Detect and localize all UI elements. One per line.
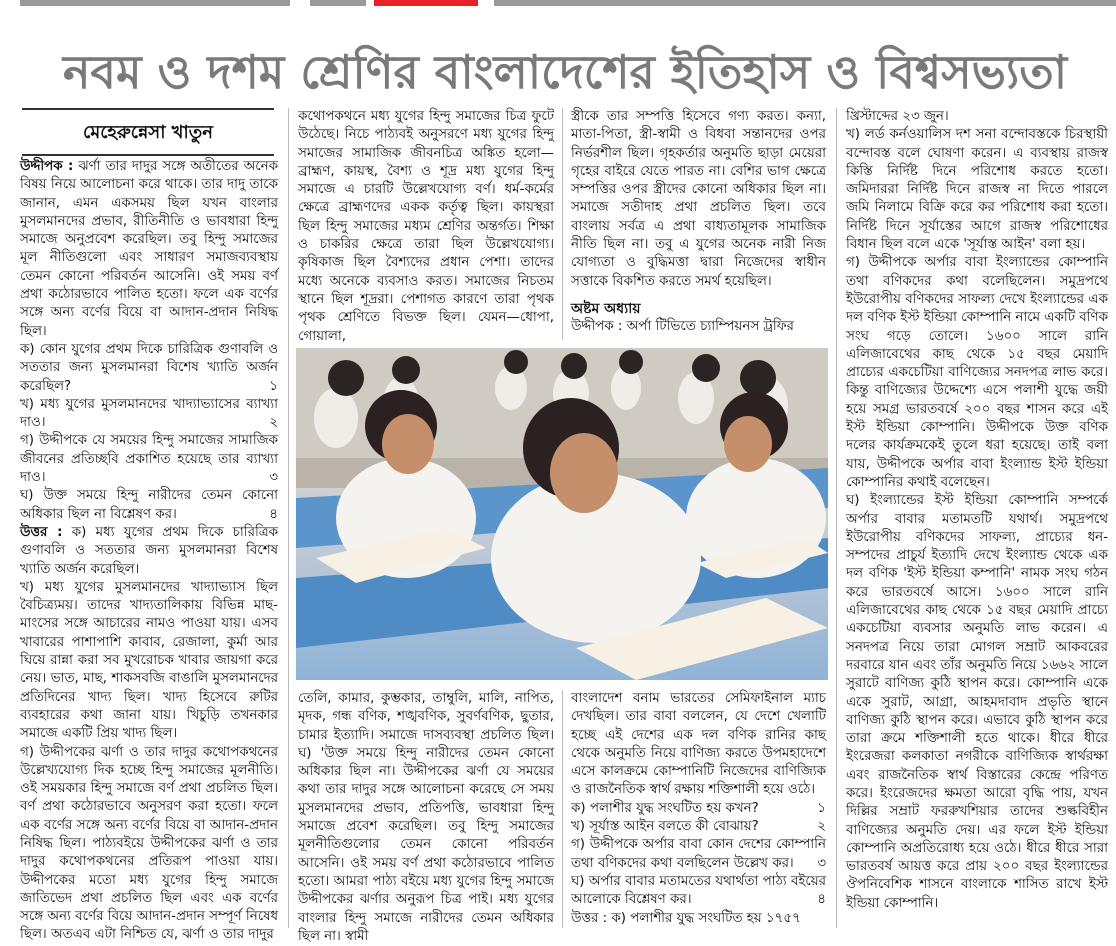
body-paragraph: তেলি, কামার, কুম্ভকার, তাম্বুলি, মালি, নাপিত, মৃদক, গন্ধ বণিক, শঙ্খবণিক, সুবর্ণবণিক, ছুতার, চামার ইত্যাদি। সমাজে দাসব্যবস্থা প্রচলিত ছিল। ঘ) 'উক্ত সময়ে হিন্দু নারীদের তেমন কোনো অধিকার ছিল না। উদ্দীপকের ঝর্ণা যে সময়ের কথা তার দাদুর সঙ্গে আলোচনা করেছে সে সময় মুসলমানদের প্রভাব, প্রতিপত্তি, ভাবধারা হিন্দু সমাজে প্রবেশ করেছিল। তবু হিন্দু সমাজের মূলনীতিগুলোর তেমন কোনো পরিবর্তন আসেনি। ওই সময় বর্ণ প্রথা কঠোরভাবে পালিত হতো। আমরা পাঠ্য বইয়ে মধ্য যুগের হিন্দু সমাজে উদ্দীপকের ঝর্ণার অনুরূপ চিত্র পাই। মধ্য যুগের বাংলার হিন্দু সমাজে নারীদের তেমন অধিকার ছিল না। স্বামী <box>298 691 554 944</box>
question-mark: ২ <box>817 819 826 835</box>
stimulus-text: ঝর্ণা তার দাদুর সঙ্গে অতীতের অনেক বিষয় নিয়ে আলোচনা করে থাকে। তার দাদু তাকে জানান, এমন একসময় ছিল যখন বাংলার মুসলমানদের প্রভাব, রীতিনীতি ও ভাবধারা হিন্দু সমাজে অনুপ্রবেশ করেছিল। তবু হিন্দু সমাজের মূল নীতিগুলো এবং সাধারণ সমাজব্যবস্থায় তেমন কোনো পরিবর্তন আসেনি। ওই সময় বর্ণ প্রথা কঠোরভাবে পালিত হতো। ফলে এক বর্ণের সঙ্গে অন্য বর্ণের বিয়ে বা আদান-প্রদান নিষিদ্ধ ছিল। <box>20 159 278 339</box>
question-mark: ৪ <box>817 892 826 908</box>
top-bar-segment <box>20 0 290 6</box>
top-bar-segment <box>310 0 366 6</box>
answer-kha: খ) লর্ড কর্নওয়ালিস দশ সনা বন্দোবস্তকে চিরস্থায়ী বন্দোবস্ত বলে ঘোষণা করেন। এ ব্যবস্থায় রাজস্ব কিস্তি নির্দিষ্ট দিনে পরিশোধ করতে হতো। জমিদাররা নির্দিষ্ট দিনে রাজস্ব না দিতে পারলে জমি নিলামে বিক্রি করে কর পরিশোধ করা হতো। নির্দিষ্ট দিনে সূর্যাস্তের আগে রাজস্ব পরিশোধের বিধান ছিল বলে একে 'সূর্যাস্ত আইন' বলা হয়। <box>846 127 1108 253</box>
byline-box <box>22 108 274 156</box>
top-color-bar <box>0 0 1116 6</box>
body-paragraph: স্ত্রীকে তার সম্পত্তি হিসেবে গণ্য করত। কন্যা, মাতা-পিতা, স্ত্রী-স্বামী ও বিধবা সন্তানদের ওপর নির্ভরশীল ছিল। গৃহকর্তার অনুমতি ছাড়া মেয়েরা গৃহের বাইরে যেতে পারত না। বেশির ভাগ ক্ষেত্রে সম্পত্তির ওপর স্ত্রীদের কোনো অধিকার ছিল না। সমাজে সতীদাহ প্রথা প্রচলিত ছিল। তবে বাংলায় সর্বত্র এ প্রথা বাধ্যতামূলক সামাজিক নীতি ছিল না। তবু এ যুগের অনেক নারী নিজ যোগ্যতা ও বুদ্ধিমত্তা দ্বারা নিজেদের স্বাধীন সত্তাকে বিকশিত করতে সমর্থ হয়েছিল। <box>571 109 826 289</box>
question-text: ঘ) অর্পার বাবার মতামতের যথার্থতা পাঠ্য বইয়ের আলোকে বিশ্লেষণ কর। <box>571 873 826 908</box>
top-bar-accent <box>374 0 478 6</box>
top-bar-segment <box>494 0 1116 6</box>
question-text: গ) উদ্দীপকে অর্পার বাবা কোন দেশের কোম্পানি তথা বণিকদের কথা বলছিলেন উল্লেখ কর। <box>571 837 826 871</box>
answer-ga: গ) উদ্দীপকের ঝর্ণা ও তার দাদুর কথোপকথনের উল্লেখ্যযোগ্য দিক হচ্ছে হিন্দু সমাজের মূলনীতি। ওই সময়কার হিন্দু সমাজে বর্ণ প্রথা প্রচলিত ছিল। বর্ণ প্রথা কঠোরভাবে অনুসরণ করা হতো। ফলে এক বর্ণের সঙ্গে অন্য বর্ণের বিয়ে বা আদান-প্রদান নিষিদ্ধ ছিল। পাঠ্যবইয়ে উদ্দীপকের ঝর্ণা ও তার দাদুর কথোপকথনের প্রতিরূপ পাওয়া যায়। উদ্দীপকের মতো মধ্য যুগের হিন্দু সমাজে জাতিভেদ প্রথা প্রচলিত ছিল এবং এক বর্ণের সঙ্গে অন্য বর্ণের বিয়ে আদান-প্রদান সম্পূর্ণ নিষেধ ছিল। অতএব এটা নিশ্চিত যে, ঝর্ণা ও তার দাদুর <box>20 744 278 943</box>
question-ka <box>571 800 826 818</box>
page-headline: নবম ও দশম শ্রেণির বাংলাদেশের ইতিহাস ও বিশ্বসভ্যতা <box>62 45 1068 99</box>
article-column-2-bottom <box>298 690 554 944</box>
question-ka <box>20 341 278 396</box>
question-mark: ৩ <box>817 855 826 871</box>
answer-ga: গ) উদ্দীপকে অর্পার বাবা ইংল্যান্ডের কোম্পানি তথা বণিকদের কথা বলেছিলেন। সমুদ্রপথে ইউরোপীয় বণিকদের সাফল্য দেখে ইংল্যান্ডের এক দল বণিক ইস্ট ইন্ডিয়া কোম্পানি নামে একটি বণিক সংঘ গড়ে তোলে। ১৬০০ সালে রানি এলিজাবেথের কাছ থেকে ১৫ বছর মেয়াদি প্রাচ্যের একচেটিয়া বাণিজ্যের সনদপত্র লাভ করে। কিন্তু বাণিজ্যের উদ্দেশ্যে এসে পলাশী যুদ্ধে জয়ী হয়ে সমগ্র ভারতবর্ষে ২০০ বছর শাসন করে এই ইস্ট ইন্ডিয়া কোম্পানি। উদ্দীপকে উক্ত বণিক দলের কার্যক্রমকেই তুলে ধরা হয়েছে। তাই বলা যায়, উদ্দীপকে অর্পার বাবা ইংল্যান্ড ইস্ট ইন্ডিয়া কোম্পানির কথাই বলেছেন। <box>846 255 1108 490</box>
question-ga <box>571 836 826 873</box>
question-text: ক) পলাশীর যুদ্ধ সংঘটিত হয় কখন? <box>571 800 759 816</box>
stimulus-paragraph <box>20 158 278 341</box>
question-text: ক) কোন যুগের প্রথম দিকে চারিত্রিক গুণাবলি ও সততার জন্য মুসলমানরা বিশেষ খ্যাতি অর্জন করেছিল? <box>20 341 278 394</box>
column-divider <box>836 108 837 928</box>
article-column-2-top <box>298 108 554 344</box>
article-column-3-top <box>571 108 826 306</box>
students-photo-illustration <box>296 348 828 680</box>
article-column-1 <box>20 158 279 943</box>
question-ga <box>20 432 278 487</box>
answer-ka <box>20 524 278 579</box>
body-paragraph: খ্রিস্টাব্দের ২৩ জুন। <box>846 109 949 124</box>
answer-ka: উত্তর : ক) পলাশীর যুদ্ধ সংঘটিত হয় ১৭৫৭ <box>571 910 801 926</box>
column-divider <box>288 108 289 928</box>
question-mark: ৩ <box>269 470 278 486</box>
question-kha <box>571 818 826 836</box>
stimulus-label: উদ্দীপক : <box>20 159 74 174</box>
answer-text: ক) মধ্য যুগের প্রথম দিকে চারিত্রিক গুণাবলি ও সততার জন্য মুসলমানরা বিশেষ খ্যাতি অর্জন করেছিল। <box>20 524 279 577</box>
chapter-title: অষ্টম অধ্যায় <box>571 301 641 317</box>
question-mark: ১ <box>269 378 278 394</box>
question-text: ঘ) উক্ত সময়ে হিন্দু নারীদের তেমন কোনো অধিকার ছিল না বিশ্লেষণ কর। <box>20 488 278 522</box>
answer-kha: খ) মধ্য যুগের মুসলমানদের খাদ্যাভ্যাস ছিল বৈচিত্র্যময়। তাদের খাদ্যতালিকায় বিভিন্ন মাছ-মাংসের সঙ্গে আচারের নামও পাওয়া যায়। এসব খাবারের পাশাপাশি কাবাব, রেজালা, কুর্মা আর ঘিয়ে রান্না করা সব মুখরোচক খাবার জায়গা করে নেয়। ভাত, মাছ, শাকসবজি বাঙালি মুসলমানদের প্রতিদিনের খাদ্য ছিল। খাদ্য হিসেবে রুটির ব্যবহারের কথা জানা যায়। খিচুড়ি তখনকার সমাজে একটি প্রিয় খাদ্য ছিল। <box>20 579 278 742</box>
question-mark: ২ <box>269 415 278 431</box>
body-paragraph: কথোপকথনে মধ্য যুগের হিন্দু সমাজের চিত্র ফুটে উঠেছে। নিচে পাঠ্যবই অনুসরণে মধ্য যুগের হিন্দু সমাজের সামাজিক জীবনচিত্র অঙ্কিত হলো— ব্রাহ্মণ, কায়স্থ, বৈশ্য ও শূদ্র মধ্য যুগের হিন্দু সমাজে এ চারটি উল্লেখযোগ্য বর্ণ। ধর্ম-কর্মের ক্ষেত্রে ব্রাহ্মণদের একক কর্তৃত্ব ছিল। কায়স্থরা ছিল হিন্দু সমাজের মধ্যম শ্রেণির অন্তর্গত। শিক্ষা ও চাকরির ক্ষেত্রে তারা ছিল উল্লেখযোগ্য। কৃষিকাজ ছিল বৈশ্যদের প্রধান পেশা। তাদের মধ্যে অনেকে ব্যবসাও করত। সমাজের নিচতম স্থানে ছিল শূদ্ররা। পেশাগত কারণে তারা পৃথক পৃথক শ্রেণিতে বিভক্ত ছিল। যেমন—ধোপা, গোয়ালা, <box>298 109 554 344</box>
question-mark: ১ <box>817 800 826 816</box>
column-divider <box>562 108 563 340</box>
answer-gha: ঘ) ইংল্যান্ডের ইস্ট ইন্ডিয়া কোম্পানি সম্পর্কে অর্পার বাবার মতামতটি যথার্থ। সমুদ্রপথে ইউরোপীয় বণিকদের সাফল্য, প্রাচ্যের ধন-সম্পদের প্রাচুর্য ইত্যাদি দেখে ইংল্যান্ড থেকে এক দল বণিক 'ইস্ট ইন্ডিয়া কম্পানি' নামক সংঘ গঠন করে ভারতবর্ষে আসে। ১৬০০ সালে রানি এলিজাবেথের কাছ থেকে ১৫ বছর মেয়াদি প্রাচ্যে একচেটিয়া ব্যবসার অনুমতি লাভ করেন। এ সনদপত্র নিয়ে তারা মোগল সম্রাট আকবরের দরবারে যান এবং তাঁর অনুমতি নিয়ে ১৬৬২ সালে সুরাটে বাণিজ্য কুঠি স্থাপন করে। কোম্পানি একে একে সুরাট, আগ্রা, আহমদাবাদ প্রভৃতি স্থানে বাণিজ্য কুঠি স্থাপন করে। এভাবে কুঠি স্থাপন করে তারা ক্রমে শক্তিশালী হতে থাকে। ধীরে ধীরে ইংরেজরা কলকাতা নগরীকে বাণিজ্যিক স্বার্থরক্ষা এবং রাজনৈতিক স্বার্থ বিস্তারের কেন্দ্রে পরিণত করে। ইংরেজদের ক্ষমতা আরো বৃদ্ধি পায়, যখন দিল্লির সম্রাট ফররুখশিয়ার তাদের শুল্কবিহীন বাণিজ্যের অনুমতি দেয়। এর ফলে ইস্ট ইন্ডিয়া কোম্পানি অপ্রতিরোধ্য হয়ে ওঠে। ধীরে ধীরে সারা ভারতবর্ষ আয়ত্ত করে প্রায় ২০০ বছর ইংল্যান্ডের ঔপনিবেশিক শাসনে বাংলাকে শাসিত রাখে ইস্ট ইন্ডিয়া কোম্পানি। <box>846 493 1108 911</box>
question-kha <box>20 396 278 433</box>
question-gha <box>20 487 278 524</box>
column-divider <box>562 690 563 928</box>
body-paragraph: বাংলাদেশ বনাম ভারতের সেমিফাইনাল ম্যাচ দেখছিল। তার বাবা বললেন, যে দেশে খেলাটি হচ্ছে এই দেশের এক দল বণিক রানির কাছ থেকে অনুমতি নিয়ে বাণিজ্য করতে উপমহাদেশে এসে কালক্রমে কোম্পানিটি নিজেদের বাণিজ্যিক ও রাজনৈতিক স্বার্থ রক্ষায় শক্তিশালী হয়ে ওঠে। <box>571 691 826 798</box>
answer-label: উত্তর : <box>20 524 63 540</box>
article-column-4 <box>846 108 1108 928</box>
author-byline: মেহেরুন্নেসা খাতুন <box>83 122 213 143</box>
stimulus-text: উদ্দীপক : অর্পা টিভিতে চ্যাম্পিয়নস ট্রফির <box>571 319 794 335</box>
article-column-3-bottom <box>571 690 826 928</box>
question-mark: ৪ <box>269 506 278 522</box>
question-text: খ) সূর্যাস্ত আইন বলতে কী বোঝায়? <box>571 819 759 835</box>
question-text: খ) মধ্য যুগের মুসলমানদের খাদ্যাভ্যাসের ব্যাখ্যা দাও। <box>20 396 278 431</box>
question-text: গ) উদ্দীপকে যে সময়ের হিন্দু সমাজের সামাজিক জীবনের প্রতিচ্ছবি প্রকাশিত হয়েছে তার ব্যাখ্যা দাও। <box>20 433 278 486</box>
article-photo <box>296 348 828 680</box>
chapter-heading-block <box>571 300 826 340</box>
question-gha <box>571 873 826 910</box>
